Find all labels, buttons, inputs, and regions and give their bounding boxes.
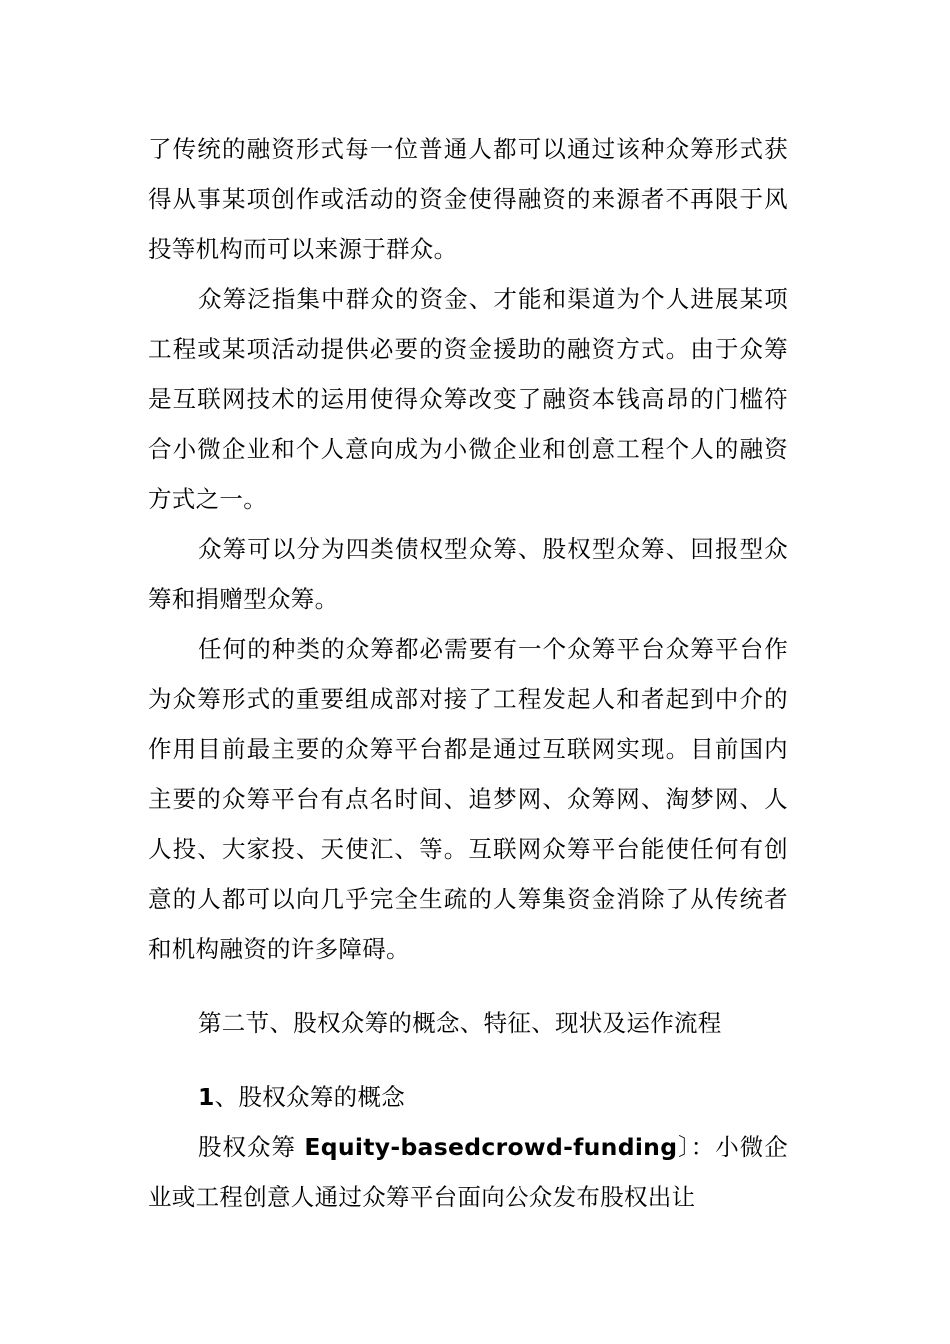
subsection-title: 、股权众筹的概念 <box>214 1083 406 1111</box>
section-heading: 第二节、股权众筹的概念、特征、现状及运作流程 <box>198 1009 722 1037</box>
document-page <box>148 124 788 1222</box>
subsection-heading <box>148 1072 788 1122</box>
paragraph-crowdfunding-platforms: 任何的种类的众筹都必需要有一个众筹平台众筹平台作为众筹形式的重要组成部对接了工程发起人和者起到中介的作用目前最主要的众筹平台都是通过互联网实现。目前国内主要的众筹平台有点名时间、追梦网、众筹网、淘梦网、人人投、大家投、天使汇、等。互联网众筹平台能使任何有创意的人都可以向几乎完全生疏的人筹集资金消除了从传统者和机构融资的许多障碍。 <box>148 635 788 963</box>
subsection-number: 1 <box>198 1083 215 1111</box>
definition-lead: 股权众筹 <box>198 1133 305 1161</box>
paragraph-continuation: 了传统的融资形式每一位普通人都可以通过该种众筹形式获得从事某项创作或活动的资金使得融资的来源者不再限于风投等机构而可以来源于群众。 <box>148 135 788 263</box>
paragraph-crowdfunding-definition: 众筹泛指集中群众的资金、才能和渠道为个人进展某项工程或某项活动提供必要的资金援助的融资方式。由于众筹是互联网技术的运用使得众筹改变了融资本钱高昂的门槛符合小微企业和个人意向成为小微企业和创意工程个人的融资方式之一。 <box>148 285 788 513</box>
paragraph-equity-crowdfunding-definition <box>148 1122 788 1222</box>
definition-rest: 〕：小微企业或工程创意人通过众筹平台面向公众发布股权出让 <box>148 1133 788 1211</box>
paragraph-crowdfunding-types: 众筹可以分为四类债权型众筹、股权型众筹、回报型众筹和捐赠型众筹。 <box>148 535 788 613</box>
definition-english-term: Equity-basedcrowd-funding <box>304 1133 678 1161</box>
